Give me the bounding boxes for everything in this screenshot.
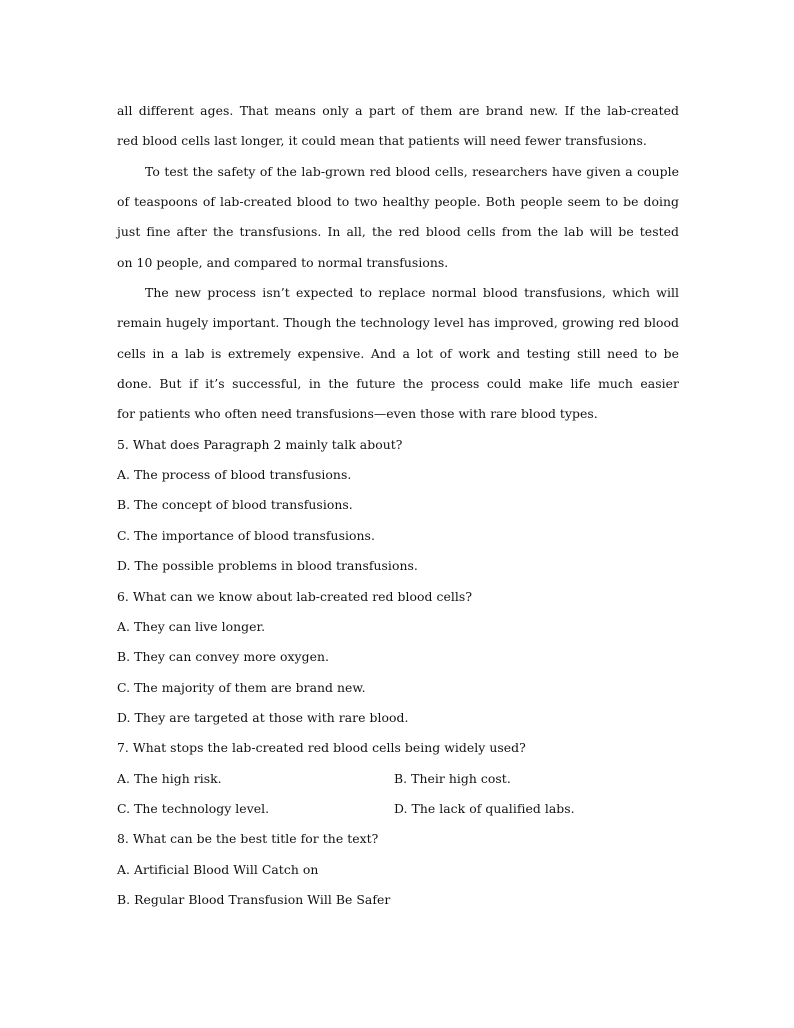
option-a: A. The high risk. xyxy=(117,770,222,786)
passage-line: for patients who often need transfusions—even those with rare blood types. xyxy=(117,406,598,422)
option-b: B. They can convey more oxygen. xyxy=(117,649,329,665)
question-6 xyxy=(117,582,679,734)
option-a: A. Artificial Blood Will Catch on xyxy=(117,861,319,877)
option-c: C. The technology level. xyxy=(117,800,270,816)
option-b: B. Regular Blood Transfusion Will Be Safer xyxy=(117,891,391,907)
passage xyxy=(117,96,679,430)
question-stem: 5. What does Paragraph 2 mainly talk about? xyxy=(117,436,403,452)
passage-line: remain hugely important. Though the technology level has improved, growing red blood xyxy=(117,315,679,331)
option-a: A. The process of blood transfusions. xyxy=(117,467,352,483)
option-c: C. The majority of them are brand new. xyxy=(117,679,366,695)
passage-line: To test the safety of the lab-grown red blood cells, researchers have given a couple xyxy=(145,163,679,179)
passage-line: of teaspoons of lab-created blood to two healthy people. Both people seem to be doing xyxy=(117,194,679,210)
option-d: D. They are targeted at those with rare blood. xyxy=(117,709,409,725)
option-d: D. The lack of qualified labs. xyxy=(394,800,575,816)
option-c: C. The importance of blood transfusions. xyxy=(117,527,375,543)
passage-line: done. But if it’s successful, in the future the process could make life much easier xyxy=(117,376,679,392)
question-5 xyxy=(117,430,679,582)
passage-line: all different ages. That means only a part of them are brand new. If the lab-created xyxy=(117,103,679,118)
passage-line: The new process isn’t expected to replace normal blood transfusions, which will xyxy=(145,285,679,301)
option-d: D. The possible problems in blood transfusions. xyxy=(117,558,418,574)
option-b: B. Their high cost. xyxy=(394,770,511,786)
passage-line: just fine after the transfusions. In all, the red blood cells from the lab will be tested xyxy=(117,224,679,240)
option-a: A. They can live longer. xyxy=(117,618,266,634)
passage-line: red blood cells last longer, it could mean that patients will need fewer transfusions. xyxy=(117,133,647,149)
passage-line: cells in a lab is extremely expensive. And a lot of work and testing still need to be xyxy=(117,345,679,361)
page-content xyxy=(117,96,679,915)
question-7 xyxy=(117,733,679,824)
passage-line: on 10 people, and compared to normal transfusions. xyxy=(117,254,449,270)
option-b: B. The concept of blood transfusions. xyxy=(117,497,353,513)
question-stem: 6. What can we know about lab-created red blood cells? xyxy=(117,588,473,604)
option-row xyxy=(117,764,679,794)
option-row xyxy=(117,794,679,824)
question-stem: 8. What can be the best title for the text? xyxy=(117,831,379,847)
question-stem: 7. What stops the lab-created red blood cells being widely used? xyxy=(117,740,526,756)
question-8 xyxy=(117,824,679,915)
